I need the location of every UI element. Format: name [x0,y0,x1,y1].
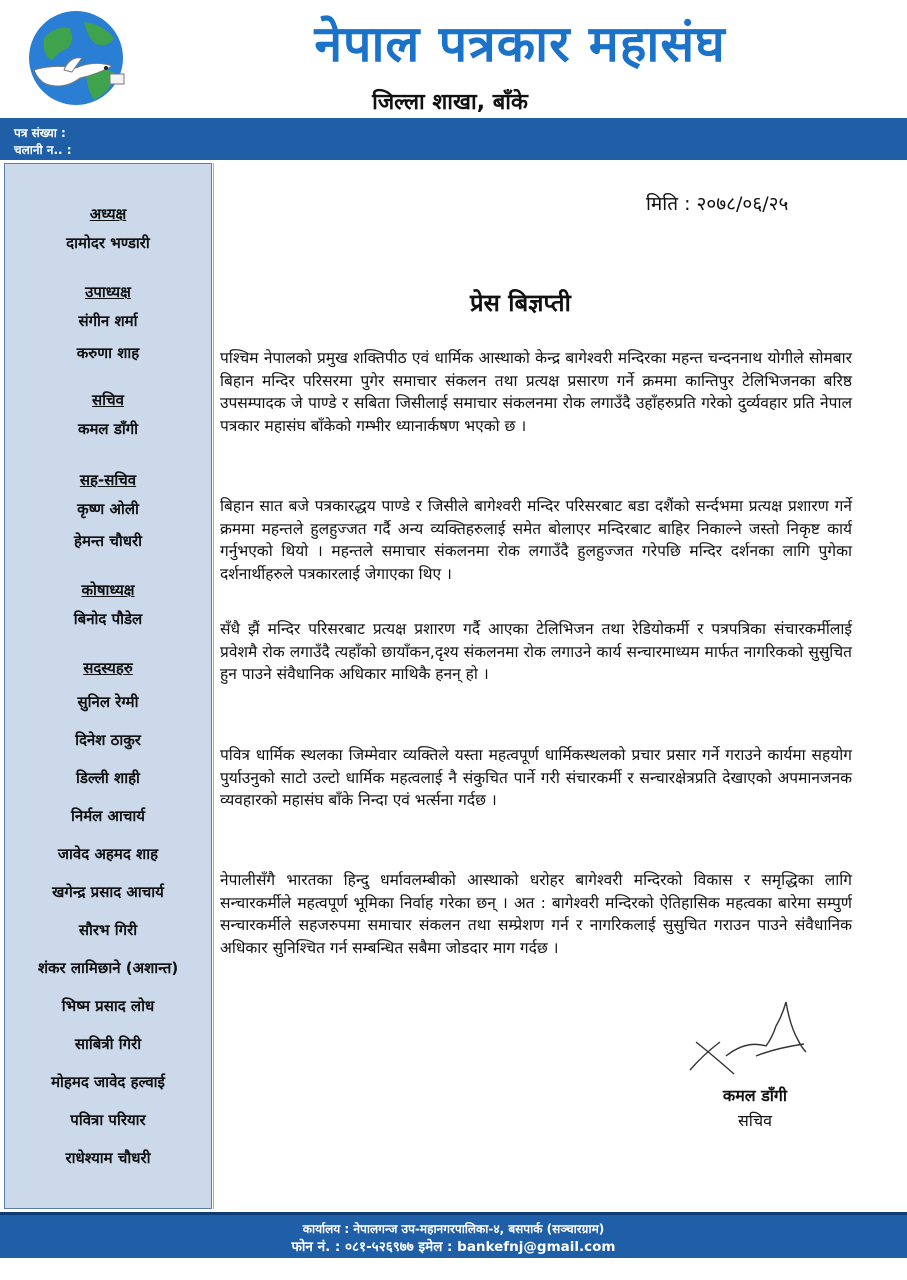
committee-sidebar [4,163,212,1209]
body-paragraph: पवित्र धार्मिक स्थलका जिम्मेवार व्यक्तिले यस्ता महत्वपूर्ण धार्मिकस्थलको प्रचार प्रसार गर्ने गराउने कार्यमा सहयोग पुर्याउनुको साटो उल्टो धार्मिक महत्वलाई नै संकुचित पार्ने गरी संचारकर्मी र सन्चारक्षेत्रप्रति देखाएको अपमानजनक व्यवहारको महासंघ बाँके निन्दा एवं भर्त्सना गर्दछ । [220,746,852,810]
committee-member: शंकर लामिछाने (अशान्त) [37,959,179,977]
reference-bar [0,118,907,160]
contact-info: फोन नं. : ०८१-५२६९७७ इमेल : bankefnj@gmail.com [291,1239,616,1255]
committee-member: डिल्ली शाही [76,769,140,787]
committee-member: जावेद अहमद शाह [57,845,159,863]
committee-group-vice-president [5,282,211,363]
signatory-name: कमल डाँगी [722,1086,788,1105]
committee-member: राधेश्याम चौधरी [65,1149,151,1167]
signatory-role: सचिव [737,1111,773,1130]
committee-member: निर्मल आचार्य [70,807,145,825]
committee-member: संगीन शर्मा [78,312,138,330]
body-paragraph: नेपालीसँगै भारतका हिन्दु धर्मावलम्बीको आस्थाको धरोहर बागेश्वरी मन्दिरको विकास र समृद्धिका लागि सन्चारकर्मीले महत्वपूर्ण भूमिका निर्वाह गरेका छन् । अत : बागेश्वरी मन्दिरको ऐतिहासिक महत्वका बारेमा सम्पुर्ण सन्चारकर्मीले सहजरुपमा समाचार संकलन तथा सम्प्रेशण गर्न र नागरिकलाई सुसुचित गराउन पाउने संवैधानिक अधिकार सुनिश्चित गर्न सम्बन्धित सबैमा जोडदार माग गर्दछ । [220,871,852,958]
committee-member: पवित्रा परियार [70,1111,146,1129]
committee-member: भिष्म प्रसाद लोध [61,997,155,1015]
committee-heading: अध्यक्ष [89,205,127,223]
reference-number-label: पत्र संख्या : [14,126,66,140]
handwritten-signature [686,996,810,1082]
committee-member: दिनेश ठाकुर [75,731,141,749]
committee-group-secretary [5,390,211,439]
committee-group-members [5,658,211,1168]
federation-logo [24,8,134,112]
sidebar-divider [213,163,214,1209]
committee-member: करुणा शाह [76,344,140,362]
committee-group-president [5,204,211,253]
organization-name: नेपाल पत्रकार महासंघ [314,15,726,73]
body-paragraph: सँधै झैं मन्दिर परिसरबाट प्रत्यक्ष प्रशारण गर्दै आएका टेलिभिजन तथा रेडियोकर्मी र पत्रपत्रिका संचारकर्मीलाई प्रवेशमै रोक लगाउँदै त्यहाँको छायाँकन,दृश्य संकलनमा रोक लगाउने कार्य सन्चारमाध्यम मार्फत नागरिकको सुसुचित हुन पाउने संवैधानिक अधिकार माथिकै हनन् हो । [220,620,852,684]
committee-heading: सदस्यहरु [83,659,133,677]
committee-member: हेमन्त चौधरी [74,532,142,550]
committee-group-treasurer [5,580,211,629]
committee-member: कमल डाँगी [77,420,139,438]
office-address: कार्यालय : नेपालगन्ज उप-महानगरपालिका-४, बसपार्क (सञ्चारग्राम) [302,1222,605,1236]
committee-member: दामोदर भण्डारी [66,234,150,252]
dispatch-number-label: चलानी न.. : [14,143,72,157]
committee-member: खगेन्द्र प्रसाद आचार्य [52,883,164,901]
letter-date: मिति : २०७८/०६/२५ [646,193,789,215]
body-paragraph: बिहान सात बजे पत्रकारद्धय पाण्डे र जिसीले बागेश्वरी मन्दिर परिसरबाट बडा दशैंको सर्न्दभमा प्रत्यक्ष प्रशारण गर्ने क्रममा महन्तले हुलहुज्जत गर्दै अन्य व्यक्तिहरुलाई समेत बोलाएर मन्दिरबाट बाहिर निकाल्ने जस्तो निकृष्ट कार्य गर्नुभएको थियो । महन्तले समाचार संकलनमा रोक लगाउँदै हुलहुज्जत गरेपछि मन्दिर दर्शनका लागि पुगेका दर्शनार्थीहरुले पत्रकारलाई जेगाएका थिए । [220,497,852,584]
committee-heading: उपाध्यक्ष [85,283,131,301]
committee-member: मोहमद जावेद हल्वाई [51,1073,165,1091]
footer-bar [0,1212,907,1258]
committee-member: सौरभ गिरी [78,921,138,939]
committee-group-joint-secretary [5,470,211,551]
press-release-title: प्रेस बिज्ञप्ती [470,289,571,317]
committee-heading: कोषाध्यक्ष [81,581,135,599]
committee-heading: सचिव [92,391,124,409]
committee-member: बिनोद पौडेल [73,610,143,628]
committee-heading: सह-सचिव [79,471,137,489]
branch-name: जिल्ला शाखा, बाँके [372,90,528,115]
committee-member: सुनिल रेग्मी [77,693,139,711]
committee-member: कृष्ण ओली [77,500,139,518]
committee-member: साबित्री गिरी [74,1035,142,1053]
body-paragraph: पश्चिम नेपालको प्रमुख शक्तिपीठ एवं धार्मिक आस्थाको केन्द्र बागेश्वरी मन्दिरका महन्त चन्दननाथ योगीले सोमबार बिहान मन्दिर परिसरमा पुगेर समाचार संकलन तथा प्रत्यक्ष प्रसारण गर्ने क्रममा कान्तिपुर टेलिभिजनका बरिष्ठ उपसम्पादक जे पाण्डे र सबिता जिसीलाई समाचार संकलनमा रोक लगाउँदै उहाँहरुप्रति गरेको दुर्व्यवहार प्रति नेपाल पत्रकार महासंघ बाँकेको गम्भीर ध्यानार्कषण भएको छ । [220,349,852,436]
